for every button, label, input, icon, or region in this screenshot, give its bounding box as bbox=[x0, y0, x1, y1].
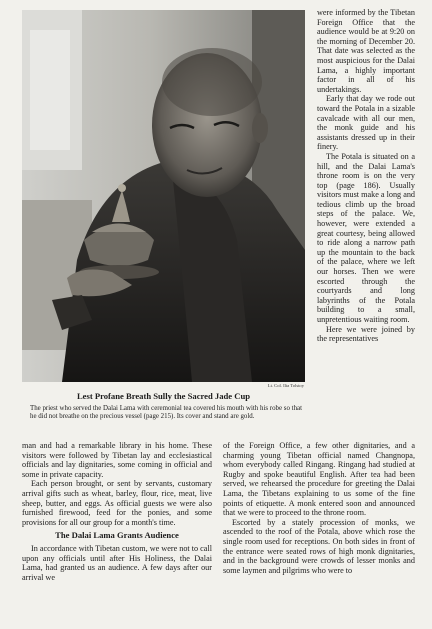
caption-body: The priest who served the Dalai Lama with ceremonial tea covered his mouth with his robe so that he did not breathe on the precious vessel (page 215). Its cover and stand are gold. bbox=[30, 405, 302, 421]
right-column bbox=[317, 8, 415, 344]
bottom-right-column bbox=[223, 441, 415, 575]
paragraph: Early that day we rode out toward the Potala in a sizable cavalcade with all our men, the monk guide and his assistants dressed up in their finery. bbox=[317, 94, 415, 152]
paragraph: of the Foreign Office, a few other dignitaries, and a charming young Tibetan official named Changnopa, whom everybody called Ringang. Ringang had studied at Rugby and spoke beautiful English. After tea had been served, we rehearsed the procedure for greeting the Dalai Lama, the Tibetans explaining to us some of the fine points of etiquette. A monk entered soon and announced that we were to proceed to the throne room. bbox=[223, 441, 415, 518]
section-heading: The Dalai Lama Grants Audience bbox=[55, 530, 179, 541]
photo-credit: Lt. Col. Ilia Tolstoy bbox=[267, 383, 304, 388]
monk-photograph bbox=[22, 10, 305, 382]
paragraph: Each person brought, or sent by servants, customary arrival gifts such as wheat, barley, flour, rice, meat, live sheep, butter, and eggs. As official guests we were also furnished firewood, feed for the ponies, and some provisions for all our group for a month's time. bbox=[22, 479, 212, 527]
photo-illustration bbox=[22, 10, 305, 382]
paragraph: In accordance with Tibetan custom, we were not to call upon any officials until after His Holiness, the Dalai Lama, had granted us an audience. A few days after our arrival we bbox=[22, 543, 212, 582]
paragraph: Escorted by a stately procession of monks, we ascended to the roof of the Potala, above which rose the single room used for receptions. On both sides in front of the entrance were seated rows of high monk dignitaries, and in the background were crowds of lesser monks and some laymen and pilgrims who were to bbox=[223, 517, 415, 575]
paragraph: The Potala is situated on a hill, and the Dalai Lama's throne room is on the very top (page 186). Usually visitors must make a long and tedious climb up the broad steps of the palace. We, however, were extended a great courtesy, being allowed to ride along a narrow path up the mountain to the back of the palace, where we left our horses. Then we were escorted through the courtyards and long labyrinths of the Potala building to a small, unpretentious waiting room. bbox=[317, 151, 416, 324]
bottom-left-column bbox=[22, 441, 212, 582]
paragraph: Here we were joined by the representatives bbox=[317, 324, 415, 344]
paragraph: man and had a remarkable library in his home. These visitors were followed by Tibetan lay and ecclesiastical officials and lay dignitaries, some coming in official and some in private capacity. bbox=[22, 441, 212, 479]
paragraph: were informed by the Tibetan Foreign Office that the audience would be at 9:20 on the morning of December 20. That date was selected as the most auspicious for the Dalai Lama, a highly important factor in all of his undertakings. bbox=[317, 8, 415, 94]
caption-title: Lest Profane Breath Sully the Sacred Jade Cup bbox=[76, 391, 251, 401]
